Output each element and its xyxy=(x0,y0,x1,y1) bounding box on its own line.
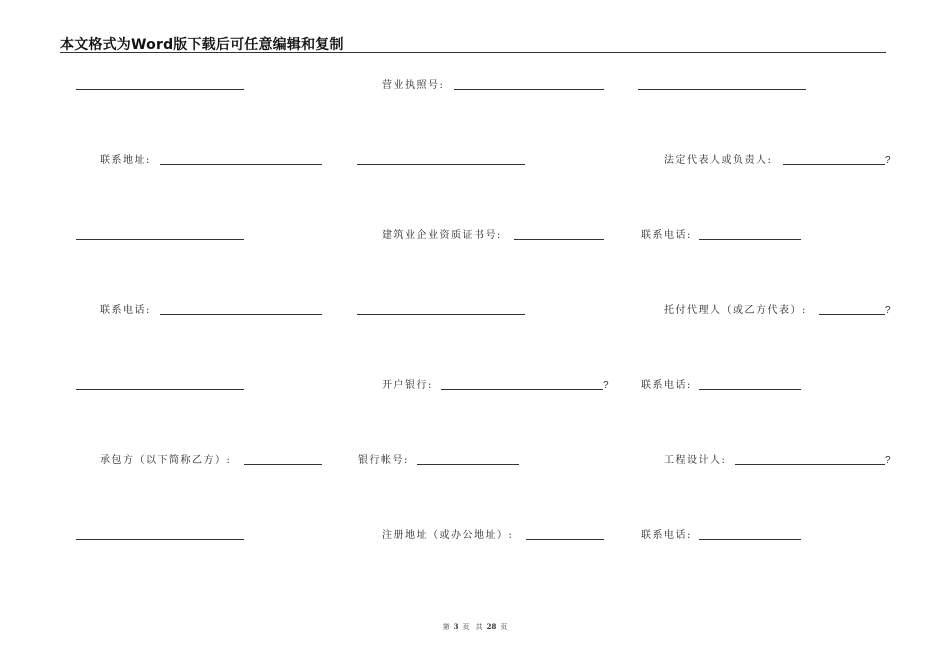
registered-address-blank xyxy=(526,539,604,540)
contractor-label: 承包方（以下简称乙方）: xyxy=(100,455,232,466)
document-header-title: 本文格式为Word版下载后可任意编辑和复制 xyxy=(60,37,344,53)
unknown-character-mark: ? xyxy=(885,455,891,466)
header-divider xyxy=(60,52,886,53)
bank-blank xyxy=(441,389,603,390)
contractor-blank xyxy=(244,464,322,465)
blank-line xyxy=(76,539,244,540)
blank-line xyxy=(638,89,806,90)
footer-total-unit: 页 xyxy=(500,623,508,631)
contact-phone-label: 联系电话: xyxy=(641,230,692,241)
contact-phone-blank xyxy=(160,314,322,315)
total-pages-number: 28 xyxy=(486,622,497,631)
footer-total-prefix: 共 xyxy=(475,623,483,631)
bank-account-blank xyxy=(417,464,519,465)
unknown-character-mark: ? xyxy=(885,305,891,316)
blank-line xyxy=(357,314,525,315)
bank-label: 开户银行: xyxy=(382,380,433,391)
footer-page-unit: 页 xyxy=(462,623,470,631)
unknown-character-mark: ? xyxy=(885,155,891,166)
authorized-agent-blank xyxy=(819,314,885,315)
qualification-certificate-label: 建筑业企业资质证书号: xyxy=(382,230,502,241)
blank-line xyxy=(76,239,244,240)
contact-address-label: 联系地址: xyxy=(100,155,151,166)
page-footer xyxy=(0,622,950,632)
contact-phone-blank xyxy=(699,389,801,390)
bank-account-label: 银行帐号: xyxy=(358,455,409,466)
business-license-label: 营业执照号: xyxy=(382,80,445,91)
contact-address-blank xyxy=(160,164,322,165)
legal-representative-label: 法定代表人或负责人: xyxy=(664,155,773,166)
registered-address-label: 注册地址（或办公地址）: xyxy=(382,530,514,541)
blank-line xyxy=(76,89,244,90)
authorized-agent-label: 托付代理人（或乙方代表）: xyxy=(664,305,807,316)
legal-representative-blank xyxy=(783,164,885,165)
project-designer-label: 工程设计人: xyxy=(664,455,727,466)
unknown-character-mark: ? xyxy=(603,380,609,391)
contact-phone-label: 联系电话: xyxy=(641,380,692,391)
contact-phone-blank xyxy=(699,539,801,540)
business-license-blank xyxy=(454,89,604,90)
contact-phone-label: 联系电话: xyxy=(641,530,692,541)
footer-prefix: 第 xyxy=(442,623,450,631)
contact-phone-blank xyxy=(699,239,801,240)
contact-phone-label: 联系电话: xyxy=(100,305,151,316)
qualification-certificate-blank xyxy=(514,239,604,240)
blank-line xyxy=(357,164,525,165)
current-page-number: 3 xyxy=(453,622,459,631)
blank-line xyxy=(76,389,244,390)
project-designer-blank xyxy=(735,464,885,465)
